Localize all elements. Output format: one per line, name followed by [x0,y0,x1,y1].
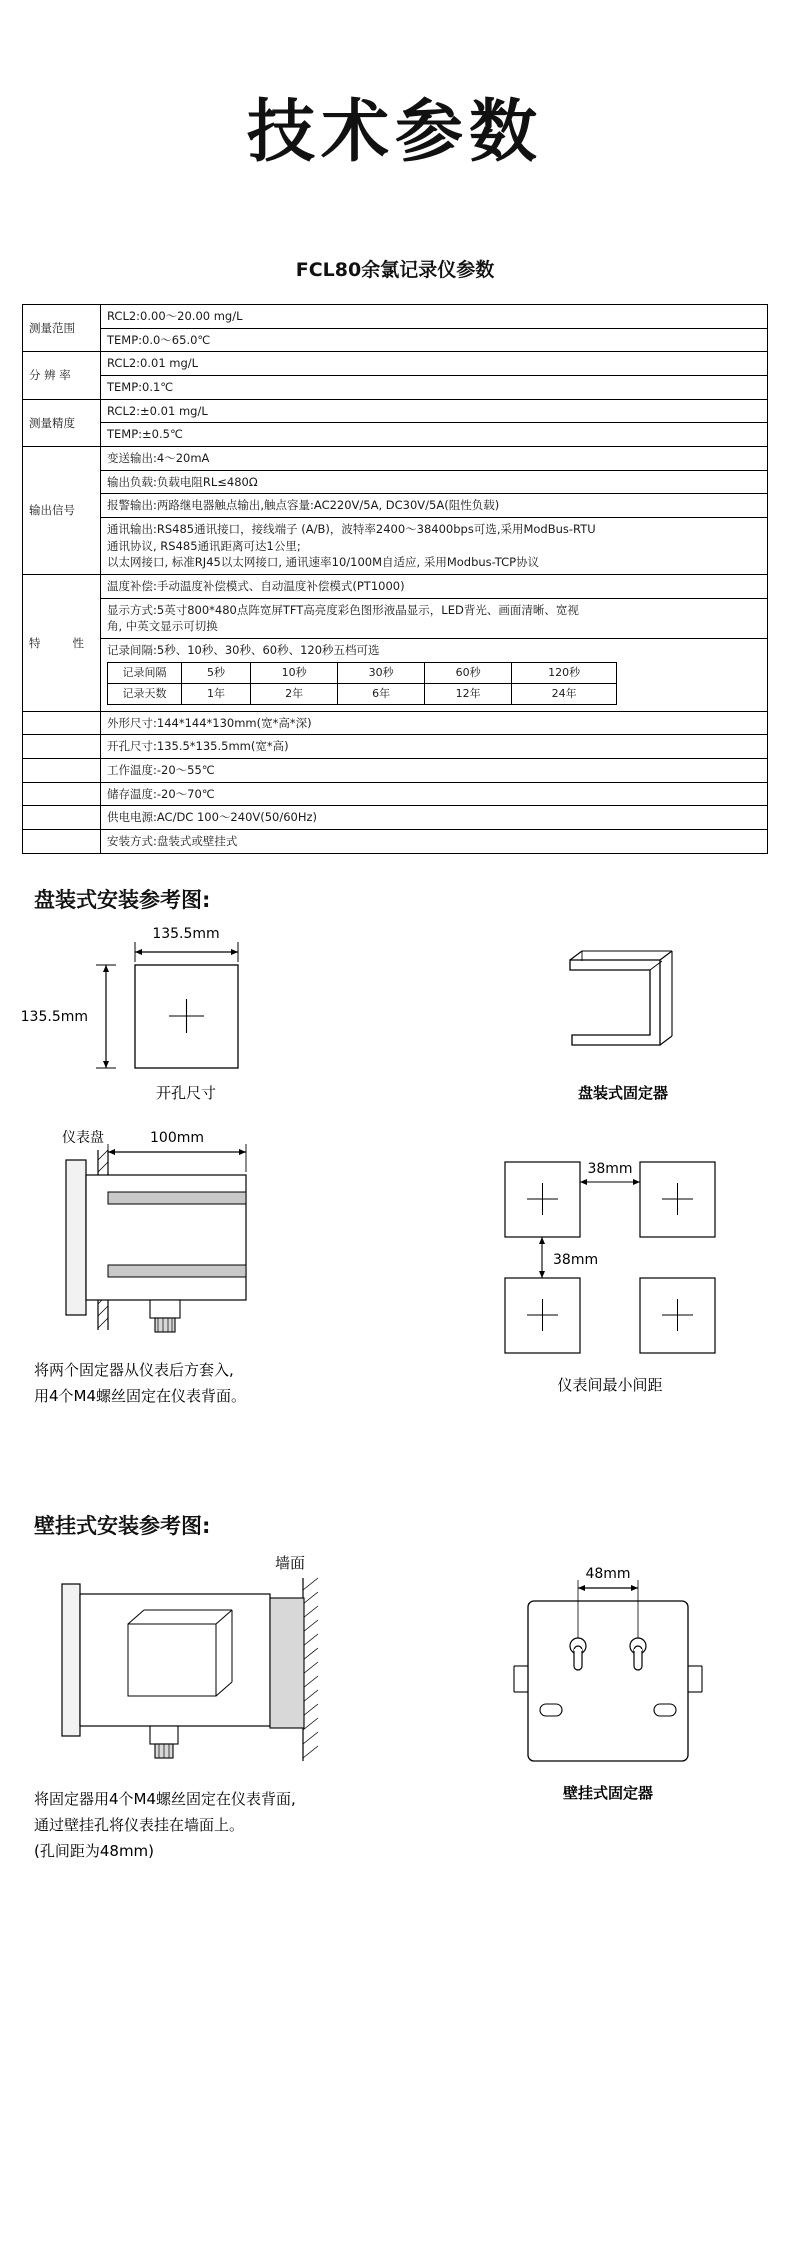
meter-side-view [66,1144,246,1332]
table-row [23,305,768,329]
row-value-line: 显示方式:5英寸800*480点阵宽屏TFT高亮度彩色图形液晶显示，LED背光、画面清晰、宽视 [107,602,579,617]
wall-mount-diagrams [0,1546,790,1876]
record-cell: 12年 [425,683,512,704]
wall-hole-dim: 48mm [585,1565,631,1582]
table-row [23,447,768,471]
record-cell: 24年 [512,683,617,704]
row-value-multiline [101,598,768,638]
record-cell: 2年 [251,683,338,704]
table-row [23,423,768,447]
row-label [23,711,101,735]
wall-label: 墙面 [274,1553,306,1572]
record-row-header: 记录天数 [108,683,182,704]
record-row [108,683,617,704]
record-cell: 1年 [182,683,251,704]
row-value: 输出负载:负载电阻RL≤480Ω [101,470,768,494]
panel-mount-heading: 盘装式安装参考图: [34,887,211,912]
wall-note-line1: 将固定器用4个M4螺丝固定在仪表背面, [34,1789,296,1808]
row-value: 报警输出:两路继电器触点输出,触点容量:AC220V/5A, DC30V/5A(阻性负载) [101,494,768,518]
row-value: 温度补偿:手动温度补偿模式、自动温度补偿模式(PT1000) [101,575,768,599]
table-row [23,806,768,830]
panel-bracket-caption: 盘装式固定器 [577,1083,669,1102]
wall-note-line3: (孔间距为48mm) [34,1841,155,1860]
table-row [23,829,768,853]
table-row [23,711,768,735]
table-row [23,352,768,376]
tech-spec-page [0,78,790,1916]
row-value-multiline [101,518,768,575]
row-value: 开孔尺寸:135.5*135.5mm(宽*高) [101,735,768,759]
row-value: TEMP:±0.5℃ [101,423,768,447]
spec-table [22,304,768,854]
table-row [23,494,768,518]
record-table [107,662,617,705]
table-row [23,376,768,400]
depth-dim: 100mm [150,1129,204,1146]
row-value: 安装方式:盘装式或壁挂式 [101,829,768,853]
table-row [23,735,768,759]
row-value: 外形尺寸:144*144*130mm(宽*高*深) [101,711,768,735]
record-row-header: 记录间隔 [108,662,182,683]
row-value-line: 通讯输出:RS485通讯接口，接线端子 (A/B)，波特率2400～38400bps可选,采用ModBus-RTU [107,522,596,537]
row-label: 测量精度 [23,399,101,446]
spec-table-wrap [0,304,790,854]
record-cell: 5秒 [182,662,251,683]
wall-note-line2: 通过壁挂孔将仪表挂在墙面上。 [34,1815,245,1834]
row-value: TEMP:0.0～65.0℃ [101,328,768,352]
record-cell: 30秒 [338,662,425,683]
meter-spacing-drawing [505,1162,715,1353]
row-value: 储存温度:-20～70℃ [101,782,768,806]
row-value: RCL2:±0.01 mg/L [101,399,768,423]
row-value: 工作温度:-20～55℃ [101,758,768,782]
table-row [23,328,768,352]
table-row [23,518,768,575]
row-label [23,758,101,782]
panel-mount-diagrams [0,920,790,1480]
table-row [23,399,768,423]
table-row [23,470,768,494]
panel-note-line2: 用4个M4螺丝固定在仪表背面。 [34,1386,247,1405]
row-value-line: 角, 中英文显示可切换 [107,619,218,634]
spacing-v-dim: 38mm [553,1251,599,1268]
table-row [23,575,768,599]
row-value: RCL2:0.00～20.00 mg/L [101,305,768,329]
panel-bracket-drawing [570,951,672,1045]
cutout-caption: 开孔尺寸 [155,1083,217,1102]
wall-bracket-caption: 壁挂式固定器 [562,1783,654,1802]
row-label [23,782,101,806]
row-value: RCL2:0.01 mg/L [101,352,768,376]
row-label: 测量范围 [23,305,101,352]
row-label: 输出信号 [23,447,101,575]
row-label [23,806,101,830]
wall-mount-svg [0,1546,790,1876]
row-label [23,829,101,853]
spacing-h-dim: 38mm [587,1160,633,1177]
row-label [23,735,101,759]
spacing-caption: 仪表间最小间距 [557,1375,663,1394]
wall-mount-heading: 壁挂式安装参考图: [34,1513,211,1538]
row-value-line: 通讯协议, RS485通讯距离可达1公里; [107,538,301,553]
screw-slot [540,1704,562,1716]
page-title: 技术参数 [246,93,543,172]
meter-panel-label: 仪表盘 [62,1129,104,1146]
table-row [23,639,768,712]
record-cell: 6年 [338,683,425,704]
row-value: 供电电源:AC/DC 100～240V(50/60Hz) [101,806,768,830]
record-interval-text: 记录间隔:5秒、10秒、30秒、60秒、120秒五档可选 [107,643,380,658]
wall-meter-drawing [62,1584,304,1758]
row-value: TEMP:0.1℃ [101,376,768,400]
spec-subtitle: FCL80余氯记录仪参数 [295,259,495,281]
record-row [108,662,617,683]
record-cell: 120秒 [512,662,617,683]
row-label: 分 辨 率 [23,352,101,399]
panel-note-line1: 将两个固定器从仪表后方套入, [34,1360,234,1379]
wall-bracket-drawing [514,1580,702,1761]
row-value: 变送输出:4～20mA [101,447,768,471]
screw-slot [654,1704,676,1716]
table-row [23,782,768,806]
row-label: 特 性 [23,575,101,712]
row-value-line: 以太网接口, 标准RJ45以太网接口, 通讯速率10/100M自适应, 采用Modbus-TCP协议 [107,555,540,570]
cutout-left-dim: 135.5mm [20,1008,88,1025]
cutout-drawing [96,942,238,1068]
wall-hatching [303,1578,318,1761]
panel-mount-svg [0,920,790,1480]
record-cell: 10秒 [251,662,338,683]
record-cell: 60秒 [425,662,512,683]
table-row [23,758,768,782]
row-value-record [101,639,768,712]
cutout-top-dim: 135.5mm [152,925,220,942]
table-row [23,598,768,638]
